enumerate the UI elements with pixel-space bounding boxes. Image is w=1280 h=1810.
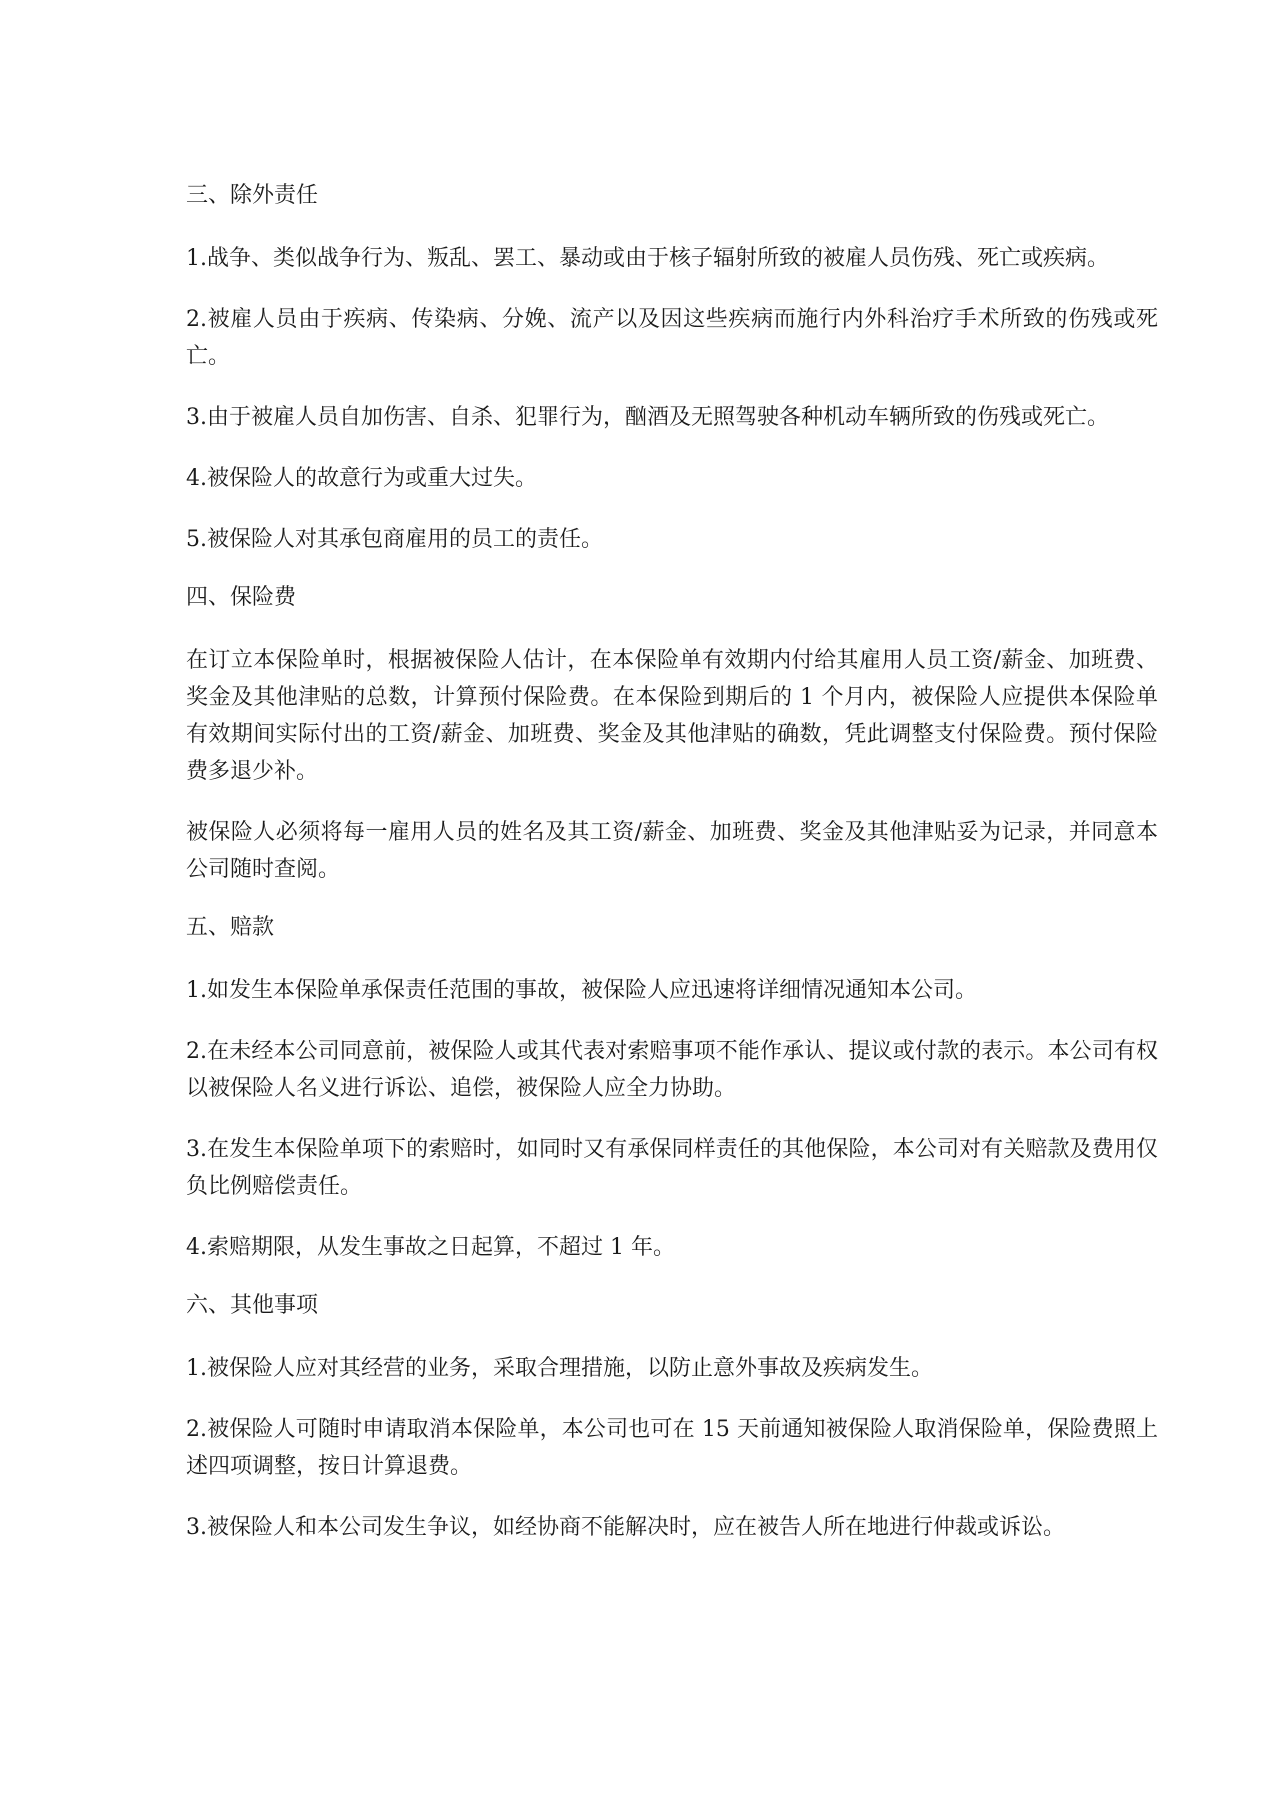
section-heading-other-matters: 六、其他事项 <box>186 1293 319 1318</box>
section-heading-exclusions: 三、除外责任 <box>186 183 319 208</box>
paragraph: 1.如发生本保险单承保责任范围的事故，被保险人应迅速将详细情况通知本公司。 <box>186 978 977 1003</box>
paragraph: 2.被保险人可随时申请取消本保险单，本公司也可在 15 天前通知被保险人取消保险单，保险费照上述四项调整，按日计算退费。 <box>186 1417 1158 1479</box>
paragraph: 3.被保险人和本公司发生争议，如经协商不能解决时，应在被告人所在地进行仲裁或诉讼。 <box>186 1515 1065 1540</box>
paragraph: 在订立本保险单时，根据被保险人估计，在本保险单有效期内付给其雇用人员工资/薪金、加班费、奖金及其他津贴的总数，计算预付保险费。在本保险到期后的 1 个月内，被保险人应提供本保险单有效期间实际付出的工资/薪金、加班费、奖金及其他津贴的确数，凭此调整支付保险费。预付保险费多退少补。 <box>186 648 1158 784</box>
paragraph: 3.在发生本保险单项下的索赔时，如同时又有承保同样责任的其他保险，本公司对有关赔款及费用仅负比例赔偿责任。 <box>186 1137 1158 1199</box>
paragraph: 1.战争、类似战争行为、叛乱、罢工、暴动或由于核子辐射所致的被雇人员伤残、死亡或疾病。 <box>186 246 1109 271</box>
paragraph: 1.被保险人应对其经营的业务，采取合理措施，以防止意外事故及疾病发生。 <box>186 1356 933 1381</box>
paragraph: 2.被雇人员由于疾病、传染病、分娩、流产以及因这些疾病而施行内外科治疗手术所致的伤残或死亡。 <box>186 307 1158 369</box>
document-page <box>186 180 1158 1570</box>
paragraph: 被保险人必须将每一雇用人员的姓名及其工资/薪金、加班费、奖金及其他津贴妥为记录，并同意本公司随时查阅。 <box>186 820 1158 882</box>
paragraph: 4.被保险人的故意行为或重大过失。 <box>186 466 537 491</box>
paragraph: 5.被保险人对其承包商雇用的员工的责任。 <box>186 527 603 552</box>
paragraph: 4.索赔期限，从发生事故之日起算，不超过 1 年。 <box>186 1235 675 1260</box>
paragraph: 3.由于被雇人员自加伤害、自杀、犯罪行为，酗酒及无照驾驶各种机动车辆所致的伤残或死亡。 <box>186 405 1109 430</box>
section-heading-claims: 五、赔款 <box>186 915 275 940</box>
paragraph: 2.在未经本公司同意前，被保险人或其代表对索赔事项不能作承认、提议或付款的表示。本公司有权以被保险人名义进行诉讼、追偿，被保险人应全力协助。 <box>186 1039 1158 1101</box>
section-heading-premium: 四、保险费 <box>186 585 297 610</box>
